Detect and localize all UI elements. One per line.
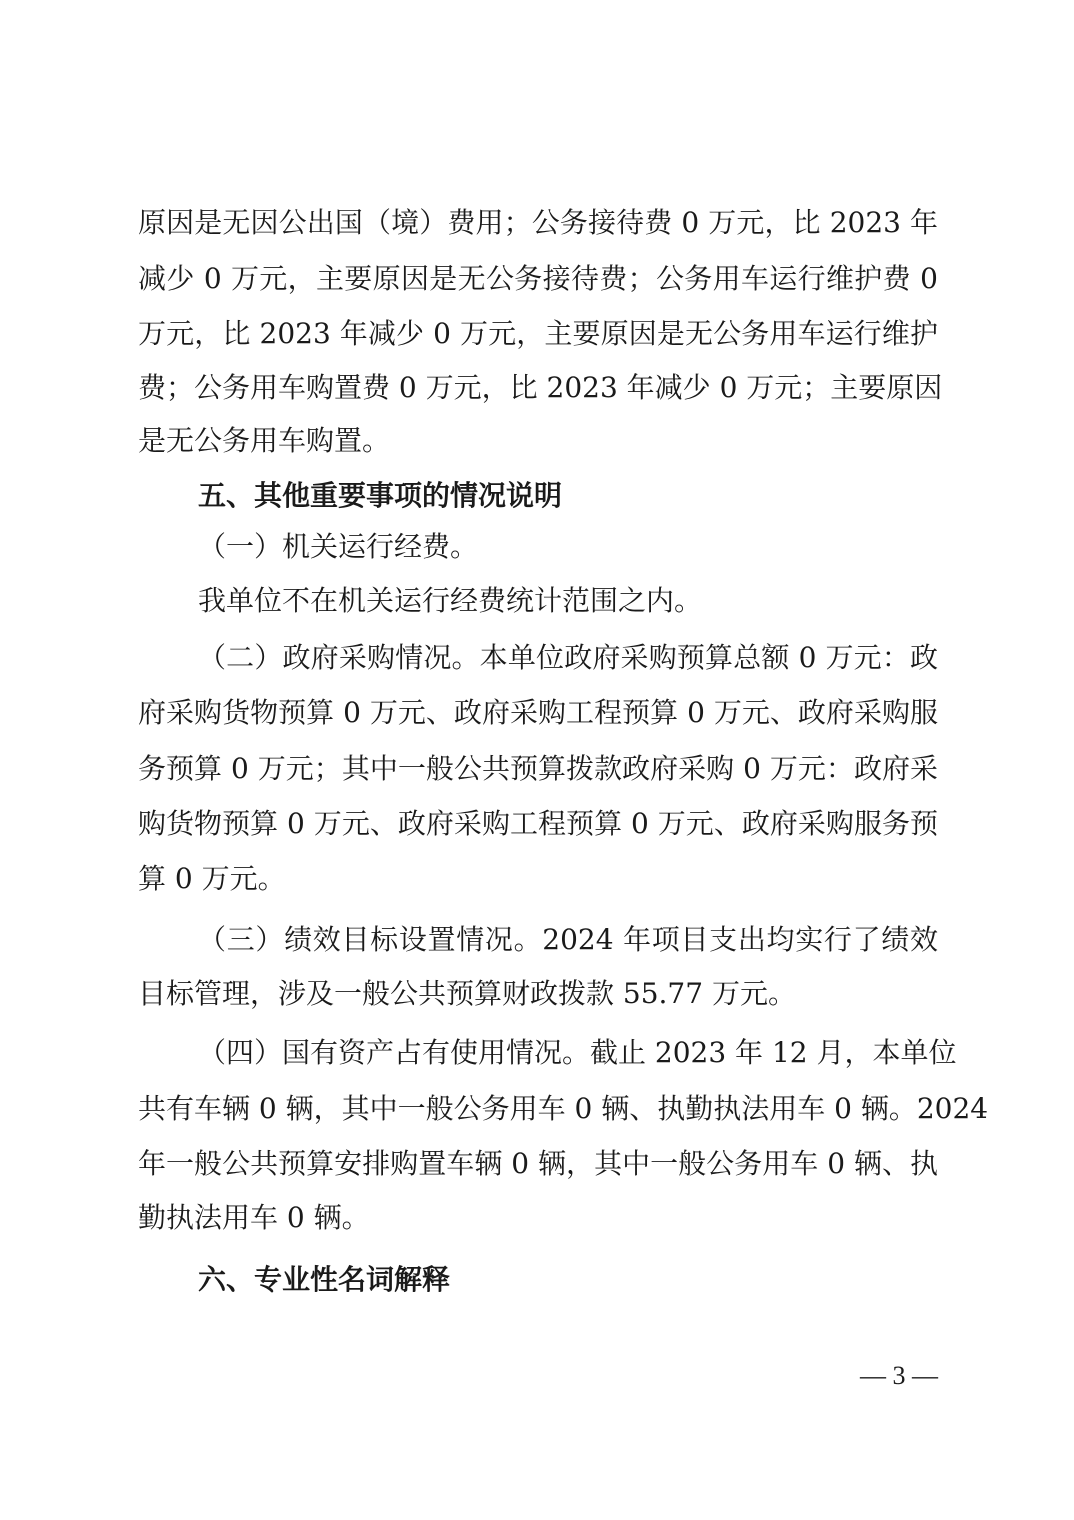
paragraph-line: 原因是无因公出国（境）费用；公务接待费 0 万元，比 2023 年 bbox=[138, 206, 938, 239]
section-heading: 五、其他重要事项的情况说明 bbox=[198, 479, 563, 512]
paragraph-line: 是无公务用车购置。 bbox=[138, 424, 391, 457]
section-heading: 六、专业性名词解释 bbox=[198, 1263, 451, 1296]
paragraph-line: 购货物预算 0 万元、政府采购工程预算 0 万元、政府采购服务预 bbox=[138, 807, 938, 840]
paragraph-line: 费；公务用车购置费 0 万元，比 2023 年减少 0 万元；主要原因 bbox=[138, 371, 943, 404]
paragraph-line: 共有车辆 0 辆，其中一般公务用车 0 辆、执勤执法用车 0 辆。2024 bbox=[138, 1092, 989, 1125]
paragraph-line: 减少 0 万元，主要原因是无公务接待费；公务用车运行维护费 0 bbox=[138, 262, 938, 295]
paragraph-line: 万元，比 2023 年减少 0 万元，主要原因是无公务用车运行维护 bbox=[138, 317, 938, 350]
paragraph-line: 我单位不在机关运行经费统计范围之内。 bbox=[198, 584, 703, 617]
paragraph-line: 算 0 万元。 bbox=[138, 862, 286, 895]
subsection-heading: （一）机关运行经费。 bbox=[198, 530, 479, 563]
page-number: — 3 — bbox=[860, 1361, 938, 1390]
paragraph-line: 务预算 0 万元；其中一般公共预算拨款政府采购 0 万元：政府采 bbox=[138, 752, 938, 785]
paragraph-line: （二）政府采购情况。本单位政府采购预算总额 0 万元：政 bbox=[198, 641, 938, 674]
paragraph-line: （四）国有资产占有使用情况。截止 2023 年 12 月，本单位 bbox=[198, 1036, 957, 1069]
paragraph-line: （三）绩效目标设置情况。2024 年项目支出均实行了绩效 bbox=[198, 923, 938, 956]
paragraph-line: 年一般公共预算安排购置车辆 0 辆，其中一般公务用车 0 辆、执 bbox=[138, 1147, 938, 1180]
paragraph-line: 勤执法用车 0 辆。 bbox=[138, 1201, 370, 1234]
paragraph-line: 府采购货物预算 0 万元、政府采购工程预算 0 万元、政府采购服 bbox=[138, 696, 938, 729]
paragraph-line: 目标管理，涉及一般公共预算财政拨款 55.77 万元。 bbox=[138, 977, 796, 1010]
